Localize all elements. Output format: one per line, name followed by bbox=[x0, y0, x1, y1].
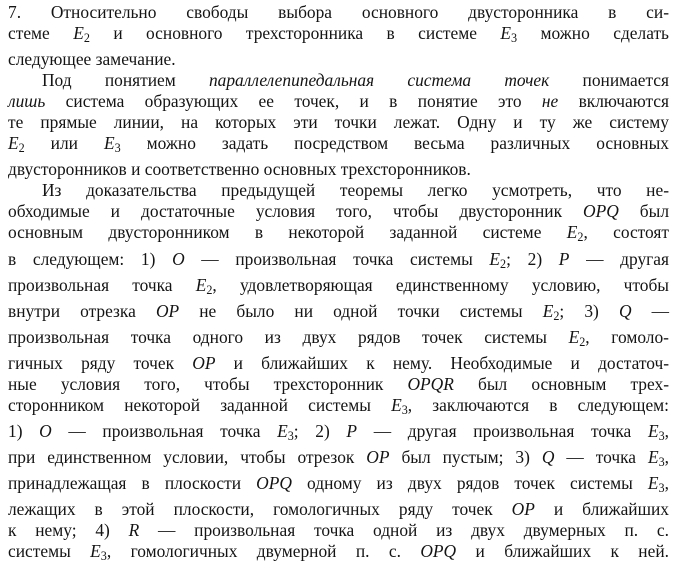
text-line bbox=[8, 275, 669, 301]
text-line: Из доказательства предыдущей теоремы легко усмотреть, что не- bbox=[42, 180, 669, 201]
math-symbol: E bbox=[391, 394, 402, 415]
text-run: — другая bbox=[569, 248, 669, 269]
text-run: , bbox=[664, 472, 669, 493]
text-run: — произвольная точка одной из двух двумерных п. с. bbox=[139, 520, 669, 541]
text-run: ; 2) bbox=[506, 248, 559, 269]
text-run: сторонником некоторой заданной системы bbox=[8, 394, 392, 415]
text-line bbox=[8, 201, 669, 222]
emphasized-term: параллелепипедальная система точек bbox=[208, 70, 550, 91]
math-symbol: E bbox=[103, 133, 115, 154]
math-subscript: 2 bbox=[206, 282, 213, 297]
math-symbol: E bbox=[277, 420, 288, 441]
text-line bbox=[8, 520, 669, 541]
math-symbol: OP bbox=[192, 352, 216, 373]
math-symbol: E bbox=[73, 23, 84, 44]
text-run: система образующих ее точек, и в понятие это bbox=[45, 91, 542, 112]
text-line bbox=[8, 353, 669, 374]
text-run: в следующем: 1) bbox=[8, 248, 173, 269]
math-symbol: OPQ bbox=[420, 541, 457, 562]
paragraph-1 bbox=[8, 2, 669, 70]
text-run: или bbox=[24, 133, 104, 154]
text-run: при единственном условии, чтобы отрезок bbox=[8, 446, 367, 467]
math-symbol: Q bbox=[618, 300, 632, 321]
text-run: Под понятием bbox=[42, 70, 209, 91]
math-symbol: Q bbox=[541, 446, 555, 467]
text-line: двусторонников и соответственно основных трехсторонников. bbox=[8, 159, 471, 180]
math-symbol: O bbox=[172, 248, 185, 269]
text-line: следующее замечание. bbox=[8, 49, 176, 70]
text-run: внутри отрезка bbox=[8, 300, 156, 321]
text-run: ; 2) bbox=[293, 420, 347, 441]
math-subscript: 2 bbox=[577, 230, 584, 245]
math-subscript: 2 bbox=[83, 31, 90, 46]
math-symbol: P bbox=[558, 248, 570, 269]
math-subscript: 3 bbox=[401, 402, 408, 417]
math-symbol: E bbox=[195, 274, 207, 295]
text-run: был bbox=[618, 201, 669, 222]
text-run: был пустым; 3) bbox=[389, 446, 542, 467]
text-line: те прямые линии, на которых эти точки лежат. Одну и ту же систему bbox=[8, 112, 669, 133]
text-run: ные условия того, чтобы трехсторонник bbox=[8, 373, 408, 394]
text-run: — произвольная точка bbox=[51, 420, 278, 441]
paragraph-3 bbox=[8, 180, 669, 567]
math-symbol: P bbox=[346, 420, 358, 441]
text-run: одному из двух рядов точек системы bbox=[291, 472, 648, 493]
math-symbol: E bbox=[8, 133, 19, 154]
text-run: был основным трех- bbox=[453, 373, 669, 394]
text-line bbox=[8, 374, 669, 395]
math-symbol: E bbox=[500, 23, 512, 44]
text-run: — произвольная точка системы bbox=[184, 248, 490, 269]
text-line bbox=[8, 301, 669, 327]
math-subscript: 3 bbox=[511, 31, 518, 46]
text-run: и ближайших bbox=[534, 498, 669, 519]
math-symbol: E bbox=[566, 222, 578, 243]
math-subscript: 2 bbox=[579, 334, 586, 349]
text-run: , bbox=[664, 446, 670, 467]
math-symbol: OPQ bbox=[583, 201, 619, 222]
text-line: 7. Относительно свободы выбора основного двусторонника в си- bbox=[8, 2, 669, 22]
math-symbol: E bbox=[647, 472, 659, 493]
text-run: и ближайших к нему. Необходимые и достаточ- bbox=[215, 352, 669, 373]
text-run: можно сделать bbox=[517, 23, 669, 44]
text-run: и ближайших к ней. bbox=[456, 541, 669, 562]
text-run: принадлежащая в плоскости bbox=[8, 472, 257, 493]
text-run: включаются bbox=[558, 91, 669, 112]
math-symbol: E bbox=[647, 446, 659, 467]
text-run: можно задать посредством весьма различных основных bbox=[120, 133, 669, 154]
text-run: — точка bbox=[554, 446, 648, 467]
text-line bbox=[8, 133, 669, 159]
math-subscript: 2 bbox=[500, 256, 507, 271]
text-run: произвольная точка одного из двух рядов точек системы bbox=[8, 326, 569, 347]
text-line bbox=[8, 91, 669, 112]
text-run: системы bbox=[8, 541, 91, 562]
text-line bbox=[8, 222, 669, 248]
text-run: основным двусторонником в некоторой заданной системе bbox=[8, 222, 567, 243]
math-symbol: OPQ bbox=[256, 472, 292, 493]
math-symbol: E bbox=[489, 248, 501, 269]
math-symbol: E bbox=[568, 326, 580, 347]
text-run: ; 3) bbox=[559, 300, 619, 321]
text-run: 1) bbox=[8, 420, 40, 441]
math-symbol: E bbox=[90, 541, 101, 562]
math-symbol: OP bbox=[155, 300, 180, 321]
math-symbol: O bbox=[39, 420, 52, 441]
math-symbol: OPQR bbox=[407, 373, 454, 394]
text-run: — bbox=[631, 300, 670, 321]
text-run: обходимые и достаточные условия того, чтобы двусторонник bbox=[8, 201, 584, 222]
text-run: , гомологичных двумерной п. с. bbox=[106, 541, 421, 562]
text-run: лежащих в этой плоскости, гомологичных ряду точек bbox=[8, 498, 512, 519]
text-run: , удовлетворяющая единственному условию, чтобы bbox=[212, 274, 669, 295]
paragraph-2 bbox=[8, 70, 669, 180]
math-subscript: 3 bbox=[287, 428, 294, 443]
emphasized-word: не bbox=[541, 91, 559, 112]
text-run: — другая произвольная точка bbox=[357, 420, 648, 441]
text-run: , гомоло- bbox=[585, 326, 669, 347]
math-subscript: 3 bbox=[658, 480, 665, 495]
math-subscript: 3 bbox=[658, 428, 665, 443]
text-line bbox=[8, 327, 669, 353]
math-symbol: E bbox=[542, 300, 554, 321]
math-subscript: 3 bbox=[100, 549, 107, 564]
text-run: понимается bbox=[549, 70, 669, 91]
text-line bbox=[8, 70, 669, 91]
math-subscript: 3 bbox=[114, 141, 121, 156]
text-run: , заключаются в следующем: bbox=[407, 394, 670, 415]
math-subscript: 2 bbox=[18, 141, 25, 156]
text-run: , состоят bbox=[583, 222, 669, 243]
math-subscript: 3 bbox=[658, 454, 665, 469]
text-run: произвольная точка bbox=[8, 274, 196, 295]
math-symbol: OP bbox=[511, 498, 535, 519]
math-symbol: R bbox=[128, 520, 140, 541]
text-run: не было ни одной точки системы bbox=[179, 300, 543, 321]
math-subscript: 2 bbox=[553, 308, 560, 323]
emphasized-word: лишь bbox=[8, 91, 46, 112]
math-symbol: E bbox=[647, 420, 659, 441]
text-run: гичных ряду точек bbox=[8, 352, 193, 373]
text-run: , bbox=[664, 420, 669, 441]
text-line bbox=[8, 395, 669, 421]
text-line bbox=[8, 23, 669, 49]
math-symbol: OP bbox=[366, 446, 390, 467]
text-line bbox=[8, 447, 669, 473]
text-run: стеме bbox=[8, 23, 74, 44]
text-line bbox=[8, 541, 669, 567]
text-line bbox=[8, 473, 669, 499]
text-run: к нему; 4) bbox=[8, 520, 129, 541]
text-line bbox=[8, 249, 669, 275]
text-line bbox=[8, 421, 669, 447]
text-run: и основного трехсторонника в системе bbox=[89, 23, 501, 44]
